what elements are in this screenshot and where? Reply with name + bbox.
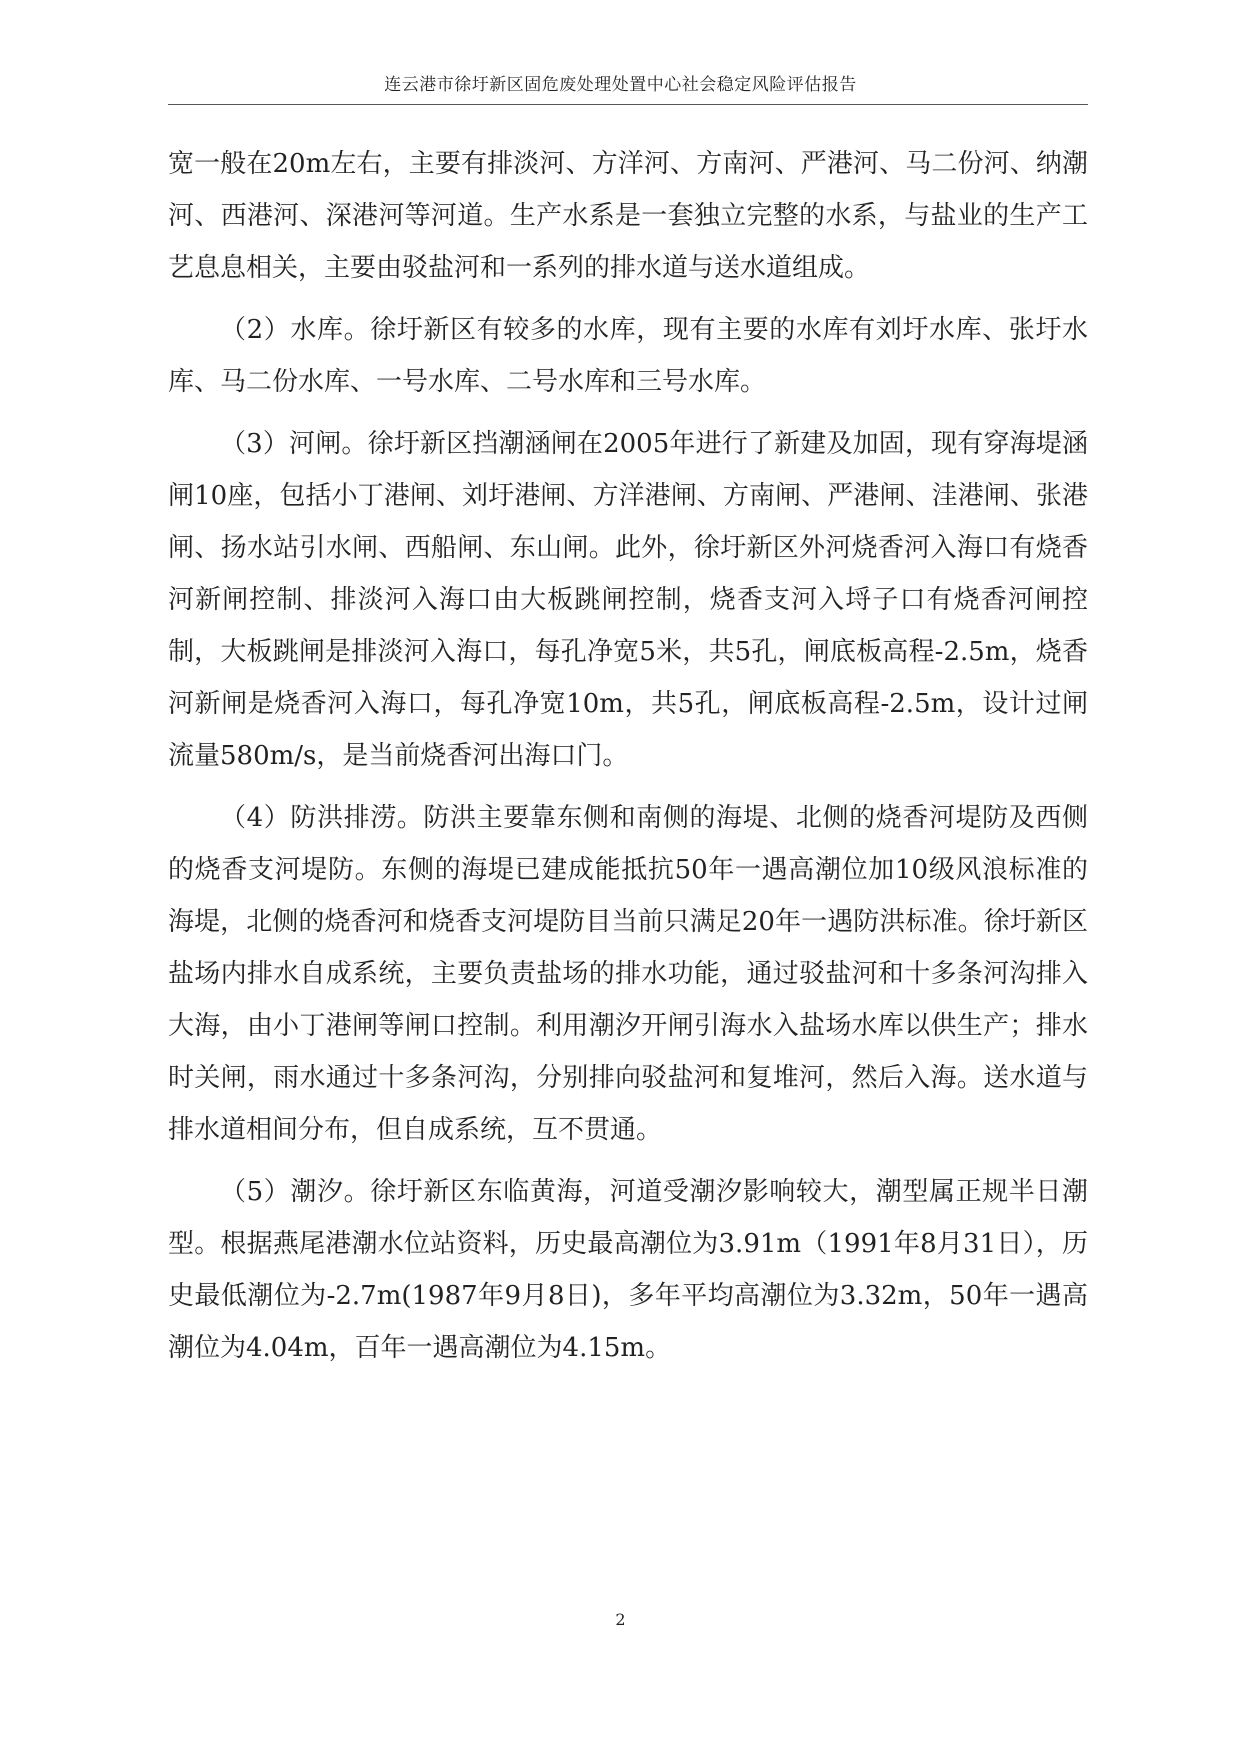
paragraph-flood-control: （4）防洪排涝。防洪主要靠东侧和南侧的海堤、北侧的烧香河堤防及西侧的烧香支河堤防。东侧的海堤已建成能抵抗50年一遇高潮位加10级风浪标准的海堤，北侧的烧香河和烧香支河堤防目当前只满足20年一遇防洪标准。徐圩新区盐场内排水自成系统，主要负责盐场的排水功能，通过驳盐河和十多条河沟排入大海，由小丁港闸等闸口控制。利用潮汐开闸引海水入盐场水库以供生产；排水时关闸，雨水通过十多条河沟，分别排向驳盐河和复堆河，然后入海。送水道与排水道相间分布，但自成系统，互不贯通。	[168, 803, 1088, 1145]
paragraph-river-continued: 宽一般在20m左右，主要有排淡河、方洋河、方南河、严港河、马二份河、纳潮河、西港河、深港河等河道。生产水系是一套独立完整的水系，与盐业的生产工艺息息相关，主要由驳盐河和一系列的排水道与送水道组成。	[168, 149, 1088, 283]
page-number: 2	[615, 1610, 626, 1629]
page-header-title: 连云港市徐圩新区固危废处理处置中心社会稳定风险评估报告	[384, 75, 857, 95]
header-divider	[168, 104, 1088, 105]
paragraph-reservoirs: （2）水库。徐圩新区有较多的水库，现有主要的水库有刘圩水库、张圩水库、马二份水库、一号水库、二号水库和三号水库。	[168, 315, 1088, 397]
document-body	[168, 138, 1088, 1384]
paragraph-tides: （5）潮汐。徐圩新区东临黄海，河道受潮汐影响较大，潮型属正规半日潮型。根据燕尾港潮水位站资料，历史最高潮位为3.91m（1991年8月31日），历史最低潮位为-2.7m(1987年9月8日)，多年平均高潮位为3.32m，50年一遇高潮位为4.04m，百年一遇高潮位为4.15m。	[168, 1177, 1088, 1363]
paragraph-sluice-gates: （3）河闸。徐圩新区挡潮涵闸在2005年进行了新建及加固，现有穿海堤涵闸10座，包括小丁港闸、刘圩港闸、方洋港闸、方南闸、严港闸、洼港闸、张港闸、扬水站引水闸、西船闸、东山闸。此外，徐圩新区外河烧香河入海口有烧香河新闸控制、排淡河入海口由大板跳闸控制，烧香支河入埒子口有烧香河闸控制，大板跳闸是排淡河入海口，每孔净宽5米，共5孔，闸底板高程-2.5m，烧香河新闸是烧香河入海口，每孔净宽10m，共5孔，闸底板高程-2.5m，设计过闸流量580m/s，是当前烧香河出海口门。	[168, 429, 1088, 771]
